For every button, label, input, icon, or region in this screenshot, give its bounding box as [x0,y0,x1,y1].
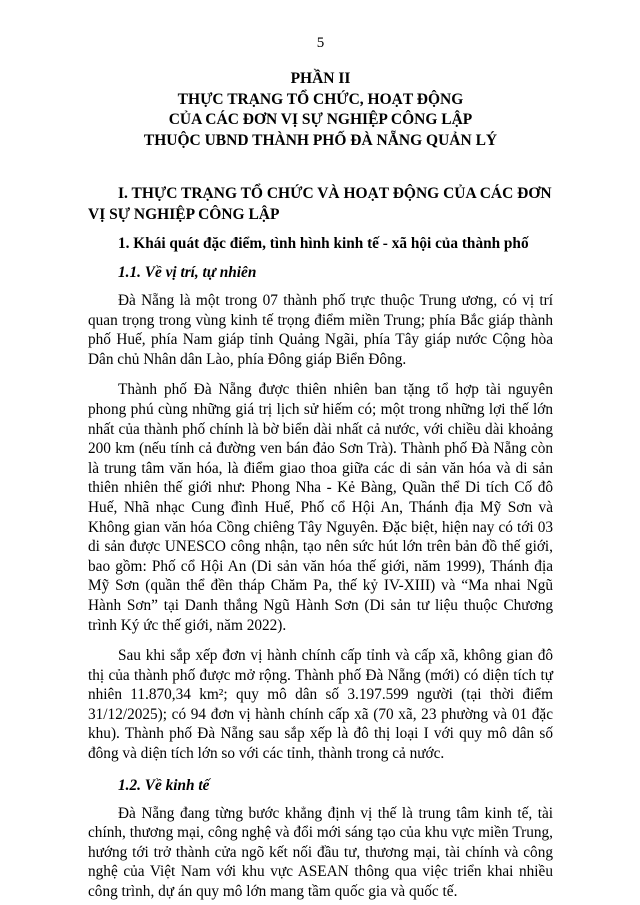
paragraph-administration: Sau khi sắp xếp đơn vị hành chính cấp tỉnh và cấp xã, không gian đô thị của thành phố được mở rộng. Thành phố Đà Nẵng (mới) có diện tích tự nhiên 11.870,34 km²; quy mô dân số 3.197.599 người (tại thời điểm 31/12/2025); có 94 đơn vị hành chính cấp xã (70 xã, 23 phường và 01 đặc khu). Thành phố Đà Nẵng sau sắp xếp là đô thị loại I với quy mô dân số đông và diện tích lớn so với các tỉnh, thành trong cả nước. [88,647,553,763]
paragraph-location: Đà Nẵng là một trong 07 thành phố trực thuộc Trung ương, có vị trí quan trọng trong vùng kinh tế trọng điểm miền Trung; phía Bắc giáp thành phố Huế, phía Nam giáp tỉnh Quảng Ngãi, phía Tây giáp nước Cộng hòa Dân chủ Nhân dân Lào, phía Đông giáp Biển Đông. [88,292,553,368]
page-number: 5 [316,35,325,51]
subsection-heading-1-1: 1.1. Về vị trí, tự nhiên [118,264,257,281]
part-heading [88,69,553,151]
subsection-heading-1: 1. Khái quát đặc điểm, tình hình kinh tế - xã hội của thành phố [118,235,529,252]
section-heading: I. THỰC TRẠNG TỔ CHỨC VÀ HOẠT ĐỘNG CỦA CÁC ĐƠN VỊ SỰ NGHIỆP CÔNG LẬP [88,185,552,223]
part-title: PHẦN II [290,70,351,87]
paragraph-heritage: Thành phố Đà Nẵng được thiên nhiên ban tặng tổ hợp tài nguyên phong phú cùng những giá trị lịch sử hiếm có; một trong những lợi thế lớn nhất của thành phố chính là bờ biển dài nhất cả nước, với chiều dài khoảng 200 km (nếu tính cả đường ven bán đảo Sơn Trà). Thành phố Đà Nẵng còn là trung tâm văn hóa, là điểm giao thoa giữa các di sản văn hóa và di sản thiên nhiên thế giới như: Phong Nha - Kẻ Bàng, Quần thể Di tích Cố đô Huế, Nhã nhạc Cung đình Huế, Phố cổ Hội An, Thánh địa Mỹ Sơn và Không gian văn hóa Cồng chiêng Tây Nguyên. Đặc biệt, hiện nay có tới 03 di sản được UNESCO công nhận, tạo nên sức hút lớn trên bản đồ thế giới, bao gồm: Phố cổ Hội An (Di sản văn hóa thế giới, năm 1999), Thánh địa Mỹ Sơn (quần thể đền tháp Chăm Pa, thế kỷ IV-XIII) và “Ma nhai Ngũ Hành Sơn” tại Danh thắng Ngũ Hành Sơn (Di sản tư liệu thuộc Chương trình Ký ức thế giới, năm 2022). [88,381,553,634]
part-subtitle-line-2: CỦA CÁC ĐƠN VỊ SỰ NGHIỆP CÔNG LẬP [168,111,473,128]
paragraph-economy: Đà Nẵng đang từng bước khẳng định vị thế là trung tâm kinh tế, tài chính, thương mại, công nghệ và đổi mới sáng tạo của khu vực miền Trung, hướng tới trở thành cửa ngõ kết nối đầu tư, thương mại, tài chính và công nghệ của Việt Nam với khu vực ASEAN thông qua việc triển khai nhiều công trình, dự án quy mô lớn mang tầm quốc gia và quốc tế. [88,804,553,901]
subsection-heading-1-2: 1.2. Về kinh tế [118,776,210,794]
part-subtitle-line-3: THUỘC UBND THÀNH PHỐ ĐÀ NẴNG QUẢN LÝ [143,131,498,149]
part-subtitle-line-1: THỰC TRẠNG TỔ CHỨC, HOẠT ĐỘNG [177,90,464,108]
